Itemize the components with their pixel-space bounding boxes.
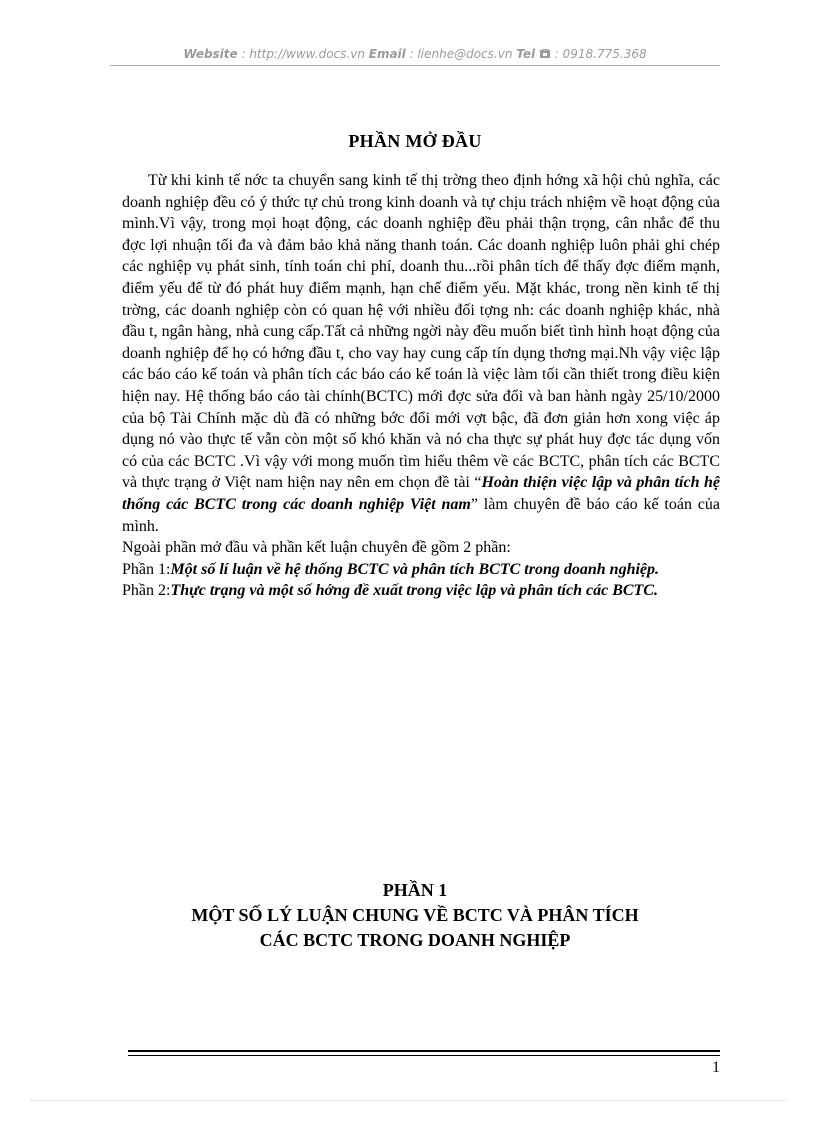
website-label: Website (183, 47, 238, 61)
email-value[interactable]: : lienhe@docs.vn (405, 47, 517, 61)
part-1-label: Phần 1: (122, 560, 171, 578)
part-1-title: Một số lí luận về hệ thống BCTC và phân tích BCTC trong doanh nghiệp. (170, 560, 660, 578)
section-title-line-1: MỘT SỐ LÝ LUẬN CHUNG VỀ BCTC VÀ PHÂN TÍCH (191, 905, 639, 925)
intro-paragraph (122, 170, 720, 537)
footer-divider-thin (128, 1055, 720, 1056)
tel-value: : 0918.775.368 (554, 47, 647, 61)
page-title: PHẦN MỞ ĐẦU (348, 131, 482, 151)
footer-divider-thick (128, 1050, 720, 1052)
tel-label: Tel (516, 47, 536, 61)
page-bottom-border (30, 1100, 786, 1101)
body-text (122, 170, 720, 602)
email-label: Email (368, 47, 406, 61)
part-2-line (122, 580, 720, 602)
section-title-line-2: CÁC BCTC TRONG DOANH NGHIỆP (259, 930, 571, 950)
part-2-title: Thực trạng và một số hớng đề xuất trong việc lập và phân tích các BCTC. (170, 582, 658, 600)
phone-icon (539, 47, 555, 61)
website-value[interactable]: : http://www.docs.vn (237, 47, 369, 61)
thesis-topic: Hoàn thiện việc lập và phân tích hệ thống các BCTC trong các doanh nghiệp Việt nam (122, 474, 720, 513)
page-header (110, 47, 720, 61)
section-heading (110, 878, 720, 953)
part-2-label: Phần 2: (122, 582, 171, 600)
intro-text-end: ” làm chuyên đề báo cáo kế toán của mình. (122, 495, 720, 535)
section-number: PHẦN 1 (382, 880, 448, 900)
page-number: 1 (712, 1059, 720, 1076)
part-1-line (122, 559, 720, 581)
intro-text: Từ khi kinh tế nớc ta chuyển sang kinh tế thị trờng theo định hớng xã hội chủ nghĩa, các doanh nghiệp đều có ý thức tự chủ trong kinh doanh và tự chịu trách nhiệm về hoạt động của mình.Vì vậy, trong mọi hoạt động, các doanh nghiệp đều phải thận trọng, cân nhắc để thu đợc lợi nhuận tối đa và đảm bảo khả năng thanh toán. Các doanh nghiệp luôn phải ghi chép các nghiệp vụ phát sinh, tính toán chi phí, doanh thu...rồi phân tích để thấy đợc điểm mạnh, điểm yếu để từ đó phát huy điểm mạnh, hạn chế điểm yếu. Mặt khác, trong nền kinh tế thị trờng, các doanh nghiệp còn có quan hệ với nhiều đối tợng nh: các doanh nghiệp khác, nhà đầu t, ngân hàng, nhà cung cấp.Tất cả những ngời này đều muốn biết tình hình hoạt động của doanh nghiệp để họ có hớng đầu t, cho vay hay cung cấp tín dụng thơng mại.Nh vậy việc lập các báo cáo kế toán và phân tích các báo cáo kế toán là việc làm tối cần thiết trong điều kiện hiện nay. Hệ thống báo cáo tài chính(BCTC) mới đợc sửa đổi và ban hành ngày 25/10/2000 của bộ Tài Chính mặc dù đã có những bớc đổi mới vợt bậc, đã đơn giản hơn xong việc áp dụng nó vào thực tế vẫn còn một số khó khăn và nó cha thực sự phát huy đợc tác dụng vốn có của các BCTC .Vì vậy với mong muốn tìm hiểu thêm về các BCTC, phân tích các BCTC và thực trạng ở Việt nam hiện nay nên em chọn đề tài “ (122, 172, 720, 492)
header-divider (110, 65, 720, 66)
structure-intro: Ngoài phần mở đầu và phần kết luận chuyên đề gồm 2 phần: (122, 539, 511, 557)
